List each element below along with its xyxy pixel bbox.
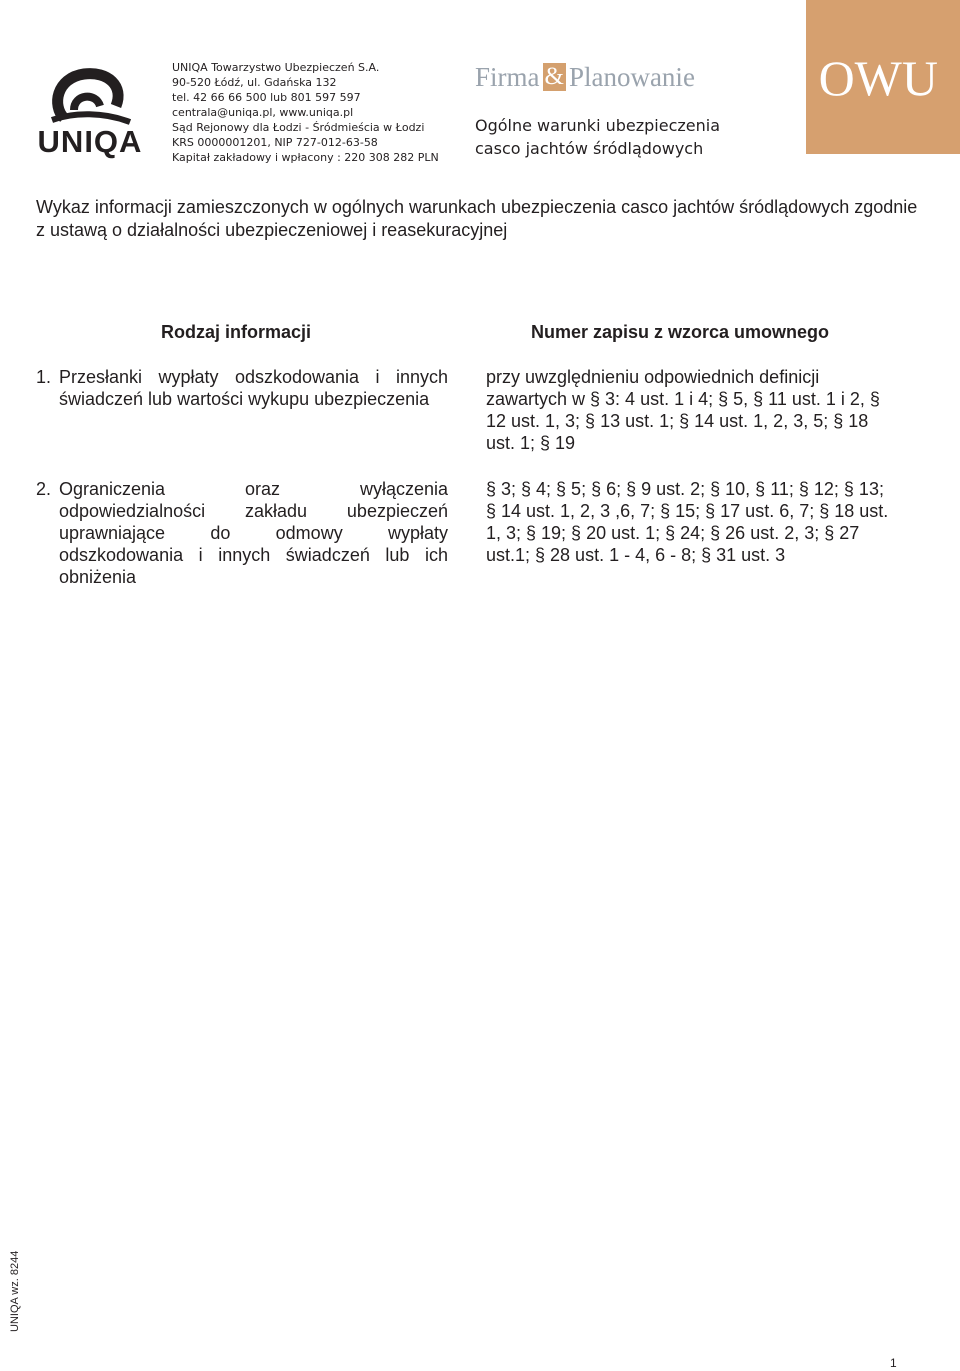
logo-wordmark: UNIQA — [37, 124, 143, 159]
brand-part2: Planowanie — [568, 61, 695, 92]
page-number: 1 — [890, 1356, 897, 1370]
document-title-line2: casco jachtów śródlądowych — [475, 139, 704, 158]
company-line: UNIQA Towarzystwo Ubezpieczeń S.A. — [172, 61, 380, 74]
column-header-info-type: Rodzaj informacji — [161, 322, 312, 342]
page-heading: Wykaz informacji zamieszczonych w ogólnych warunkach ubezpieczenia casco jachtów śródlądowych zgodnie z ustawą o działalności ubezpieczeniowej i reasekuracyjnej — [36, 197, 918, 240]
brand-ampersand: & — [544, 63, 564, 90]
uniqa-logo-icon — [34, 66, 146, 128]
table-row-info — [36, 366, 448, 410]
form-code: UNIQA wz. 8244 — [9, 1250, 21, 1332]
owu-badge — [806, 0, 960, 154]
company-line: centrala@uniqa.pl, www.uniqa.pl — [172, 106, 354, 119]
column-header-clause-number: Numer zapisu z wzorca umownego — [531, 322, 830, 342]
company-line: 90-520 Łódź, ul. Gdańska 132 — [172, 76, 337, 89]
brand-part1: Firma — [475, 61, 540, 92]
row-info-text: Ograniczenia oraz wyłączenia odpowiedzialności zakładu ubezpieczeń uprawniające do odmowy wypłaty odszkodowania i innych świadczeń lub ich obniżenia — [59, 479, 448, 587]
row-reference-text: § 3; § 4; § 5; § 6; § 9 ust. 2; § 10, § 11; § 12; § 13; § 14 ust. 1, 2, 3 ,6, 7; § 15; § 17 ust. 6, 7; § 18 ust. 1, 3; § 19; § 20 ust. 1; § 24; § 26 ust. 2, 3; § 27 ust.1; § 28 ust. 1 - 4, 6 - 8; § 31 ust. 3 — [486, 479, 889, 565]
brand-logo — [475, 60, 695, 94]
company-line: KRS 0000001201, NIP 727-012-63-58 — [172, 136, 378, 149]
company-line: Kapitał zakładowy i wpłacony : 220 308 282 PLN — [172, 151, 439, 164]
row-number: 1. — [36, 367, 52, 387]
company-info — [172, 60, 462, 165]
company-line: tel. 42 66 66 500 lub 801 597 597 — [172, 91, 361, 104]
document-title — [475, 114, 795, 160]
row-info-text: Przesłanki wypłaty odszkodowania i innych świadczeń lub wartości wykupu ubezpieczenia — [59, 367, 448, 409]
company-line: Sąd Rejonowy dla Łodzi - Śródmieścia w Łodzi — [172, 121, 425, 134]
owu-label: OWU — [818, 50, 938, 106]
row-reference-text: przy uwzględnieniu odpowiednich definicji zawartych w § 3: 4 ust. 1 i 4; § 5, § 11 ust. 1 i 2, § 12 ust. 1, 3; § 13 ust. 1; § 14 ust. 1, 2, 3, 5; § 18 ust. 1; § 19 — [486, 367, 880, 453]
row-number: 2. — [36, 479, 52, 499]
table-row-info — [36, 478, 448, 588]
document-title-line1: Ogólne warunki ubezpieczenia — [475, 116, 721, 135]
